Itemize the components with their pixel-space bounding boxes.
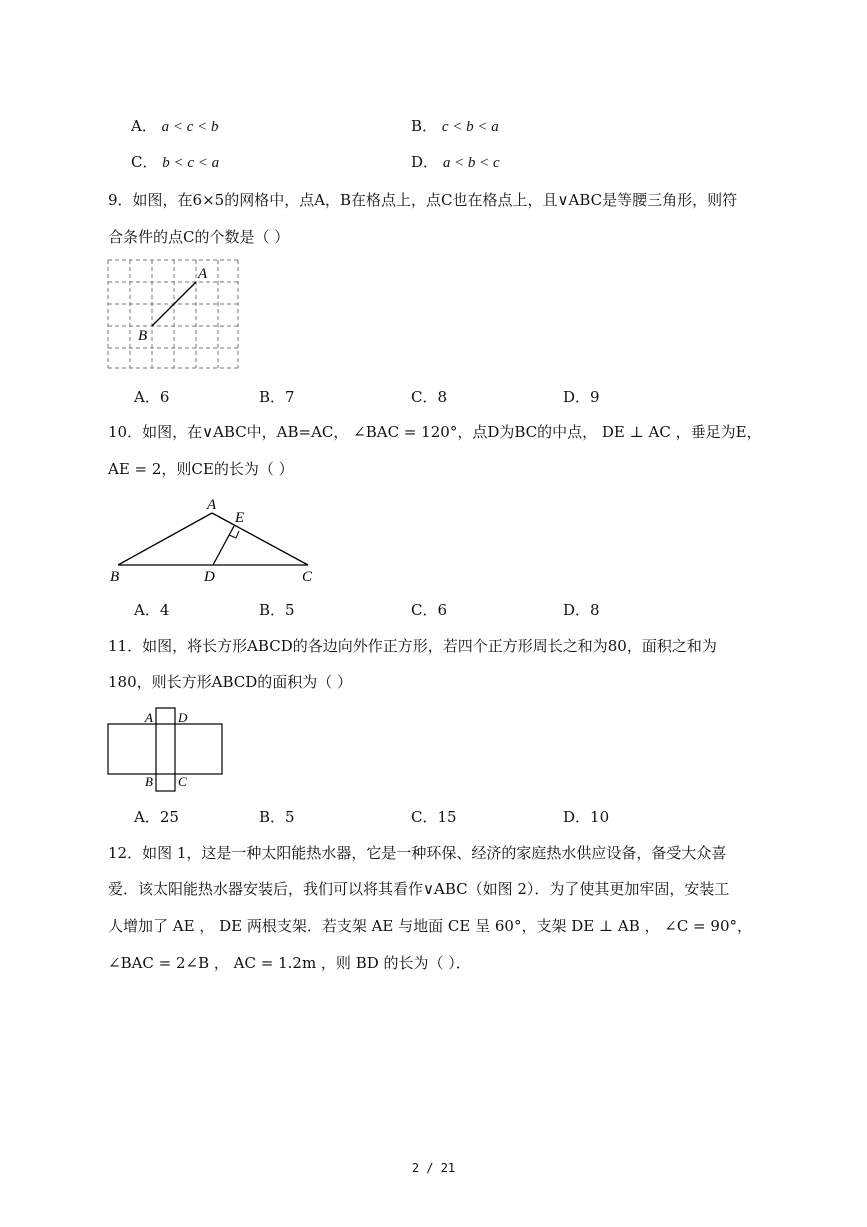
q8-option-a-expr: a < c < b (161, 119, 219, 135)
q12-stem-line3: 人增加了 AE ， DE 两根支架．若支架 AE 与地面 CE 呈 60°，支架 DE ⊥ AB ， ∠C = 90°， (108, 917, 752, 935)
q9-grid-lines (108, 260, 238, 368)
q9-label-b: B (138, 328, 148, 344)
q8-option-c-expr: b < c < a (162, 155, 220, 171)
q12-stem-line4: ∠BAC = 2∠B ， AC = 1.2m ，则 BD 的长为（ ）． (108, 954, 471, 972)
q9-stem-line1: 9．如图，在6×5的网格中，点A，B在格点上，点C也在格点上，且∨ABC是等腰三角形，则符 (108, 191, 738, 209)
q9-option-b: B．7 (259, 388, 295, 406)
q10-label-e: E (235, 510, 245, 526)
q8-option-d-expr: a < b < c (442, 155, 500, 171)
q8-option-d (411, 152, 500, 173)
q8-option-c (131, 152, 219, 173)
q10-side-ab (118, 513, 212, 565)
q10-stem-line1: 10．如图，在∨ABC中，AB=AC， ∠BAC = 120°，点D为BC的中点， DE ⊥ AC ，垂足为E， (108, 423, 762, 441)
q12-stem-line2: 爱．该太阳能热水器安装后，我们可以将其看作∨ABC（如图 2）．为了使其更加牢固，安装工 (108, 880, 730, 898)
q10-label-b: B (110, 569, 120, 585)
q11-stem-line2: 180，则长方形ABCD的面积为（ ） (108, 673, 353, 691)
q10-option-d: D．8 (563, 601, 600, 619)
q10-label-c: C (302, 569, 313, 585)
q9-option-c: C．8 (411, 388, 448, 406)
q11-horizontal-band (108, 724, 222, 774)
q11-rectangle-figure (106, 706, 226, 794)
q8-option-c-letter: C． (131, 153, 158, 171)
page-number: 2 / 21 (411, 1161, 456, 1175)
q9-stem-line2: 合条件的点C的个数是（ ） (108, 228, 290, 246)
q11-label-b: B (145, 774, 153, 789)
q8-option-a-letter: A． (131, 117, 157, 135)
q9-label-a: A (198, 266, 208, 282)
q8-option-b-letter: B． (411, 117, 438, 135)
q11-label-d: D (178, 710, 188, 725)
q11-option-b: B．5 (259, 808, 295, 826)
q10-triangle-figure (108, 495, 323, 587)
q8-option-a (131, 116, 219, 137)
q11-vertical-band (156, 708, 175, 791)
q9-option-a: A．6 (134, 388, 170, 406)
q8-option-b-expr: c < b < a (441, 119, 499, 135)
q10-label-a: A (207, 497, 217, 513)
q10-option-a: A．4 (134, 601, 170, 619)
q11-option-c: C．15 (411, 808, 457, 826)
q8-option-d-letter: D． (411, 153, 439, 171)
q8-option-b (411, 116, 499, 137)
q10-option-b: B．5 (259, 601, 295, 619)
q11-option-a: A．25 (134, 808, 179, 826)
q9-option-d: D．9 (563, 388, 600, 406)
q9-grid-figure (108, 260, 240, 370)
q10-segment-de (213, 526, 234, 565)
q10-stem-line2: AE = 2，则CE的长为（ ） (108, 460, 294, 478)
q11-label-a: A (145, 710, 153, 725)
q12-stem-line1: 12．如图 1，这是一种太阳能热水器，它是一种环保、经济的家庭热水供应设备，备受大众喜 (108, 844, 727, 862)
q11-stem-line1: 11．如图，将长方形ABCD的各边向外作正方形，若四个正方形周长之和为80，面积之和为 (108, 637, 717, 655)
q11-option-d: D．10 (563, 808, 610, 826)
q11-label-c: C (178, 774, 187, 789)
q10-option-c: C．6 (411, 601, 448, 619)
q10-label-d: D (204, 569, 215, 585)
